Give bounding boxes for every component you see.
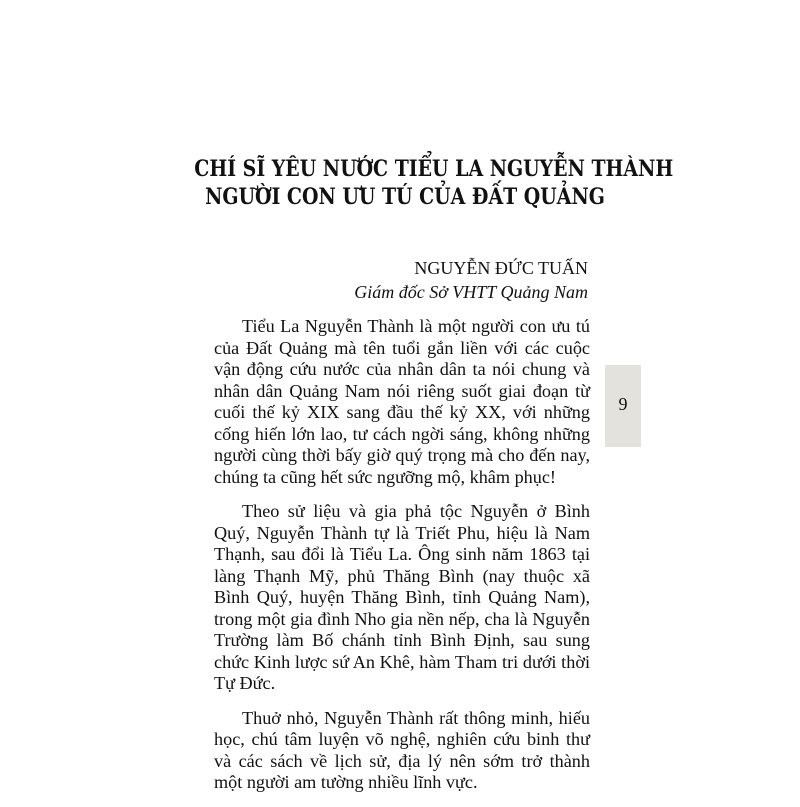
chapter-title bbox=[194, 155, 674, 211]
body-text bbox=[214, 316, 590, 807]
author-block bbox=[354, 256, 588, 304]
page-number: 9 bbox=[618, 394, 628, 414]
author-name: NGUYỄN ĐỨC TUẤN bbox=[414, 258, 588, 278]
author-role: Giám đốc Sở VHTT Quảng Nam bbox=[354, 282, 588, 302]
paragraph: Thuở nhỏ, Nguyễn Thành rất thông minh, hiếu học, chú tâm luyện võ nghệ, nghiên cứu binh thư và các sách về lịch sử, địa lý nên sớm trở thành một người am tường nhiều lĩnh vực. bbox=[214, 707, 590, 792]
page-number-tab bbox=[605, 365, 641, 447]
paragraph: Theo sử liệu và gia phả tộc Nguyễn ở Bình Quý, Nguyễn Thành tự là Triết Phu, hiệu là Nam Thạnh, sau đổi là Tiểu La. Ông sinh năm 1863 tại làng Thạnh Mỹ, phủ Thăng Bình (nay thuộc xã Bình Quý, huyện Thăng Bình, tỉnh Quảng Nam), trong một gia đình Nho gia nền nếp, cha là Nguyễn Trường làm Bố chánh tỉnh Bình Định, sau sung chức Kinh lược sứ An Khê, hàm Tham tri dưới thời Tự Đức. bbox=[214, 501, 590, 693]
chapter-title-line: CHÍ SĨ YÊU NƯỚC TIỂU LA NGUYỄN THÀNH bbox=[194, 156, 674, 182]
paragraph: Tiểu La Nguyễn Thành là một người con ưu tú của Đất Quảng mà tên tuổi gắn liền với các cuộc vận động cứu nước của nhân dân ta nói chung và nhân dân Quảng Nam nói riêng suốt giai đoạn từ cuối thế kỷ XIX sang đầu thế kỷ XX, với những cống hiến lớn lao, tư cách ngời sáng, không những người cùng thời bấy giờ quý trọng mà cho đến nay, chúng ta cũng hết sức ngưỡng mộ, khâm phục! bbox=[214, 316, 590, 487]
chapter-title-line: NGƯỜI CON ƯU TÚ CỦA ĐẤT QUẢNG bbox=[205, 184, 605, 210]
